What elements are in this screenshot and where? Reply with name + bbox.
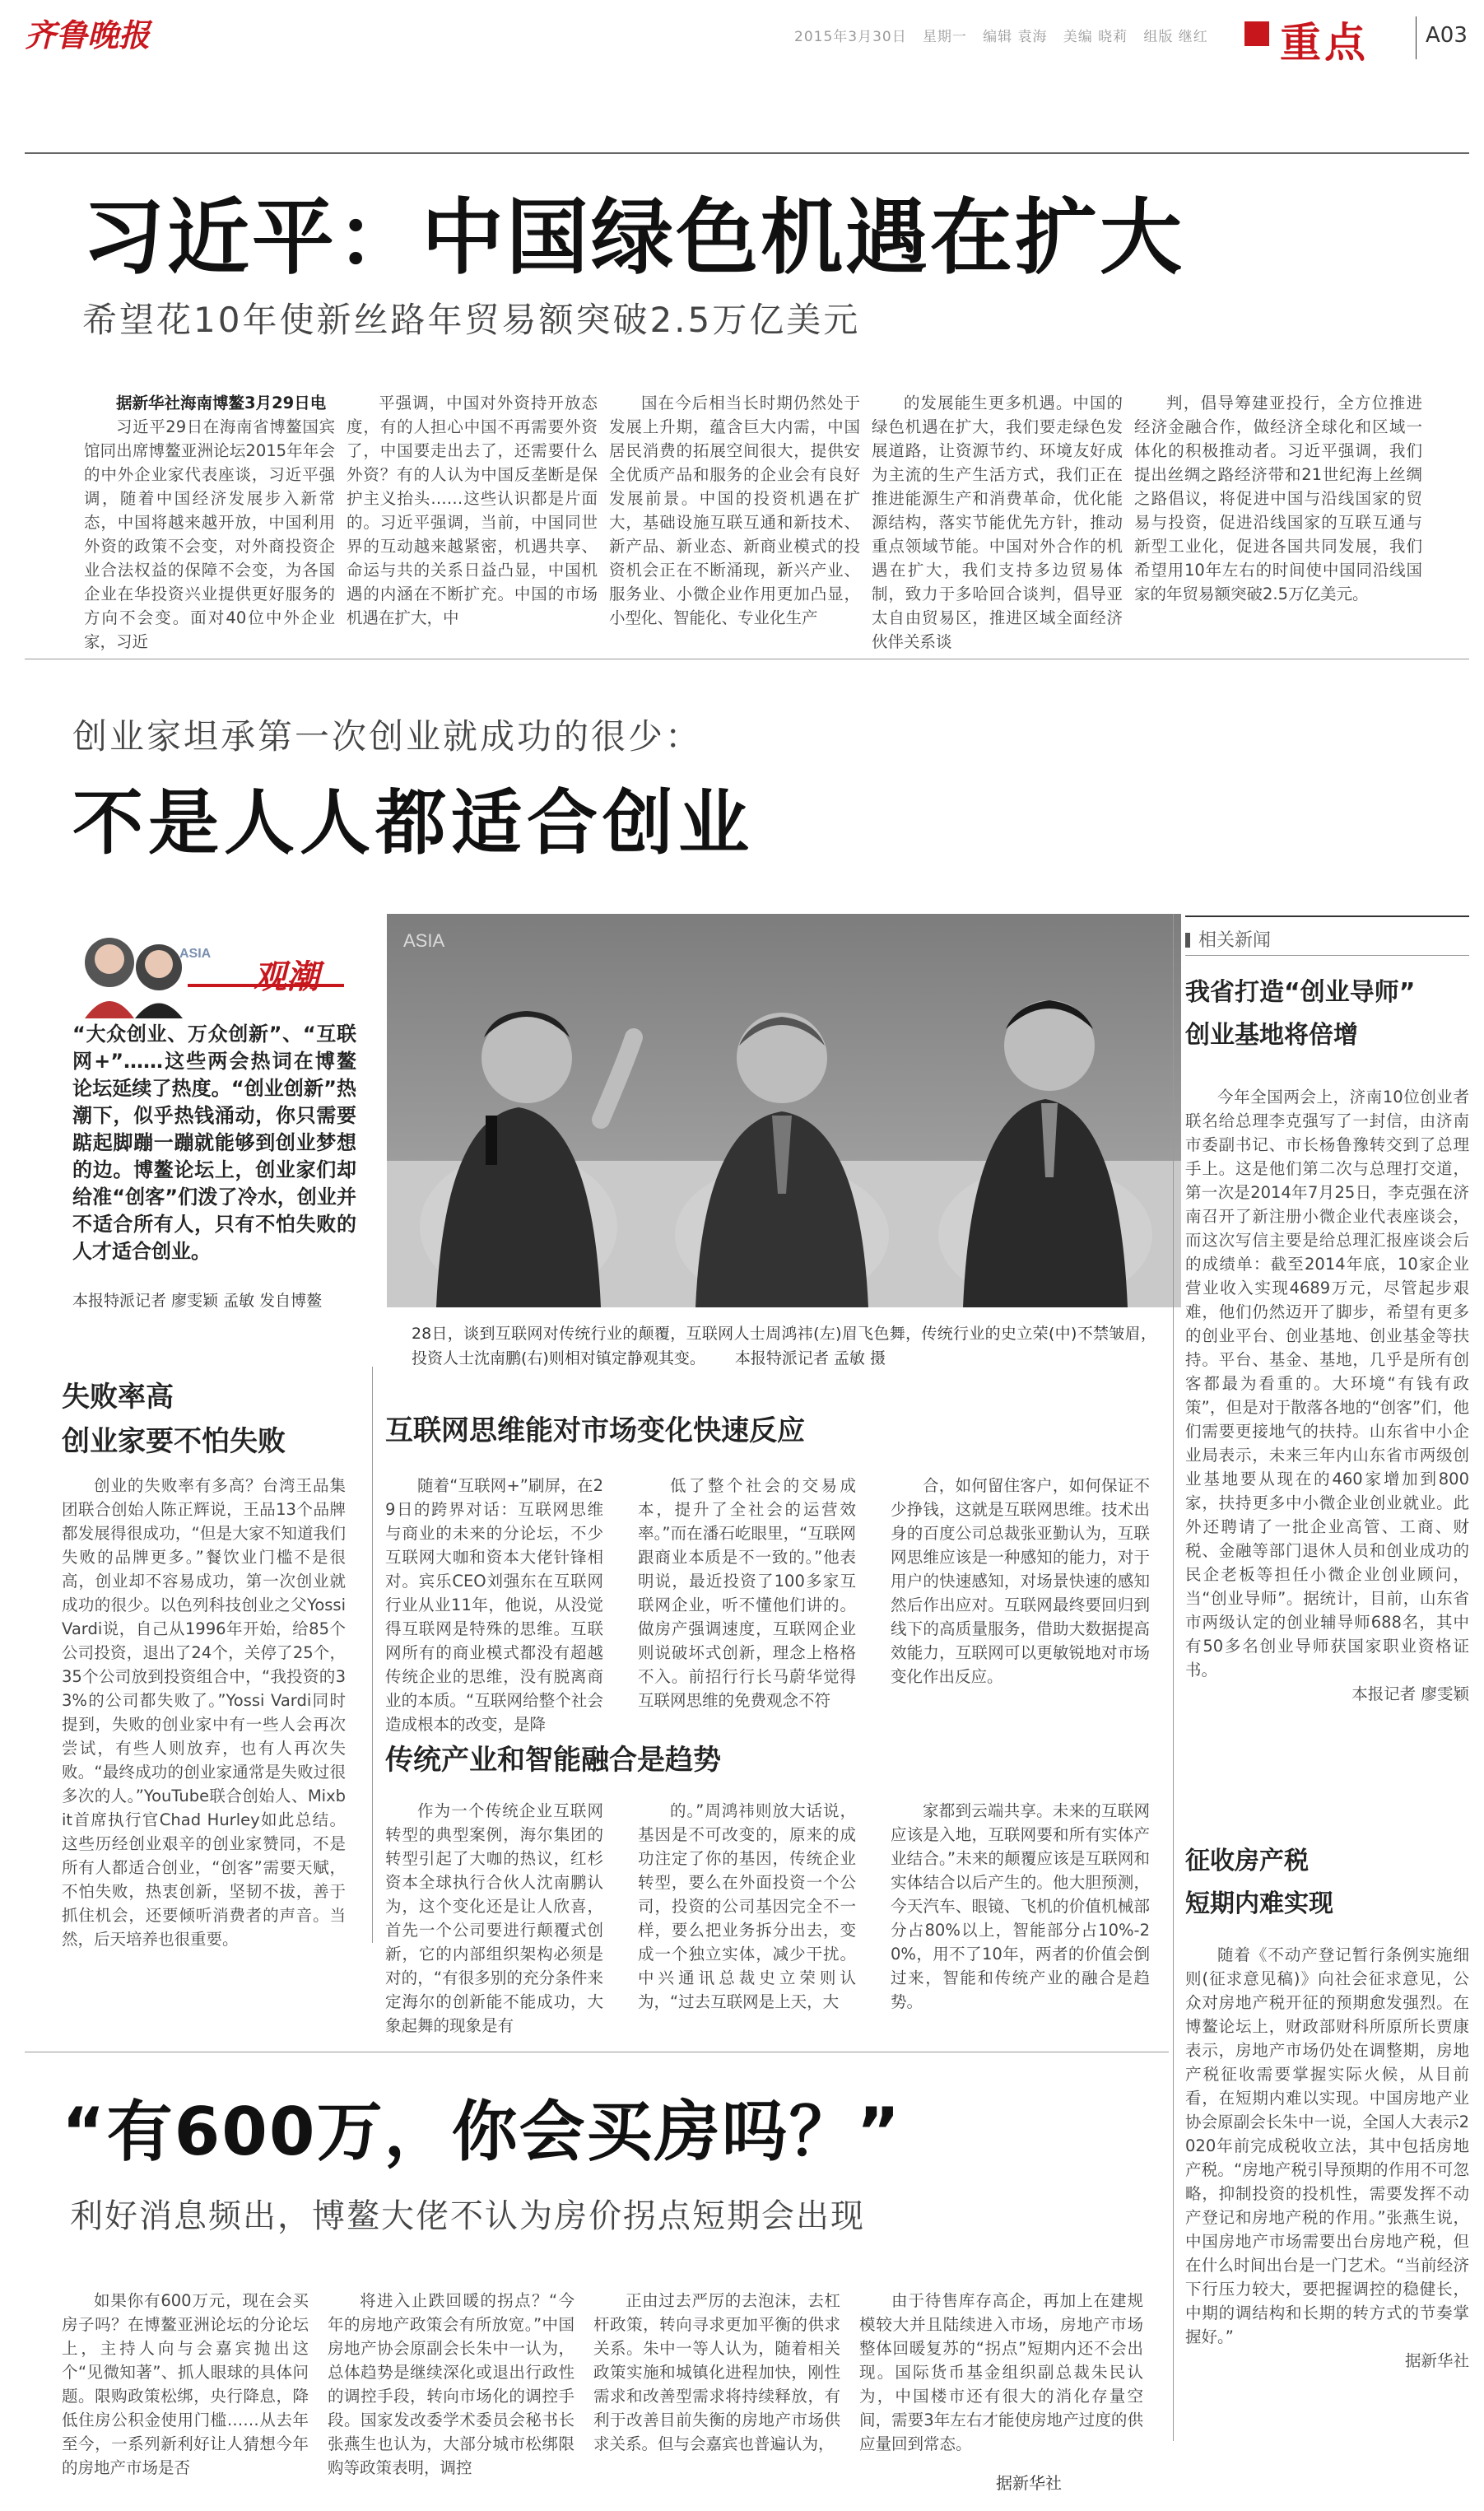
header-meta [794,25,1208,45]
editor-credit: 编辑 袁海 [983,29,1048,45]
issue-weekday: 星期一 [922,29,967,45]
sidebar-label [1185,926,1271,952]
layout-credit: 组版 继红 [1143,29,1208,45]
article1-text: 判，倡导筹建亚投行，全方位推进经济金融合作，做经济全球化和区域一体化的积极推动者。习近平强调，我们提出丝绸之路经济带和21世纪海上丝绸之路倡议，将促进中国与沿线国家的贸易与投资，促进沿线国家的互联互通与新型工业化，促进各国共同发展，我们希望用10年左右的时间使中国同沿线国家的年贸易额突破2.5万亿美元。 [1134,394,1422,603]
section1-heading [62,1375,286,1464]
section3-column-2 [638,1799,856,2038]
sidebar-story2-heading [1185,1840,1333,1926]
article2-kicker: 创业家坦承第一次创业就成功的很少： [72,716,703,757]
article2-byline-text: 本报特派记者 廖雯颖 孟敏 发自博鳌 [72,1292,323,1310]
article2-divider-left [372,1367,373,1943]
article3-headline: “有600万，你会买房吗？” [62,2094,902,2170]
sidebar-story2-heading-line2: 短期内难实现 [1185,1889,1333,1918]
page-number: A03 [1426,23,1468,48]
article3-subtitle: 利好消息频出，博鳌大佬不认为房价拐点短期会出现 [70,2197,865,2235]
article1-text: 平强调，中国对外资持开放态度，有的人担心中国不再需要外资了，中国要走出去了，还需要什么外资？有的人认为中国反垄断是保护主义抬头……这些认识都是片面的。习近平强调，当前，中国同世界的互动越来越紧密，机遇共享、命运与共的关系日益凸显，中国机遇的内涵在不断扩充。中国的市场机遇在扩大，中 [347,394,598,627]
section2-text: 合，如何留住客户，如何保证不少挣钱，这就是互联网思维。技术出身的百度公司总裁张亚勤认为，互联网思维应该是一种感知的能力，对于用户的快速感知，对场景快速的感知然后作出应对。互联网最终要回归到线下的高质量服务，借助大数据提高效能力，互联网可以更敏锐地对市场变化作出反应。 [891,1476,1150,1686]
sidebar-story1-text: 今年全国两会上，济南10位创业者联名给总理李克强写了一封信，由济南市委副书记、市长杨鲁豫转交到了总理手上。这是他们第二次与总理打交道，第一次是2014年7月25日，李克强在济南召开了新注册小微企业代表座谈会，而这次写信主要是给总理汇报座谈会后的成绩单：截至2014年底，10家企业营业收入实现4689万元，尽管起步艰难，他们仍然迈开了脚步，希望有更多的创业平台、创业基地、创业基金等扶持。平台、基金、基地，几乎是所有创客都最为看重的。大环境“有钱有政策”，但是对于散落各地的“创客”们，他们需要更接地气的扶持。山东省中小企业局表示，未来三年内山东省市两级创业基地要从现在的460家增加到800家，扶持更多中小微企业创业就业。此外还聘请了一批企业高管、工商、财税、金融等部门退休人员和创业成功的民企老板等担任小微企业创业顾问，当“创业导师”。据统计，目前，山东省市两级认定的创业辅导师688名，其中有50多名创业导师获国家职业资格证书。 [1185,1088,1469,1679]
section2-column-3 [891,1474,1150,1737]
article2-byline [72,1288,352,1346]
section3-heading: 传统产业和智能融合是趋势 [385,1744,721,1777]
sidebar-story1-body [1185,1085,1469,1908]
section1-text: 创业的失败率有多高？台湾王品集团联合创始人陈正辉说，王品13个品牌都发展得很成功，“但是大家不知道我们失败的品牌更多。”餐饮业门槛不是很高，创业却不容易成功，第一次创业就成功的很少。以色列科技创业之父Yossi Vardi说，自己从1996年开始，给85个公司投资，退出了24个，关停了25个，35个公司放到投资组合中，“我投资的33%的公司都失败了。”Yossi Vardi同时提到，失败的创业家中有一些人会再次尝试，有些人则放弃，也有人再次失败。“最终成功的创业家通常是失败过很多次的人。”YouTube联合创始人、Mixbit首席执行官Chad Hurley如此总结。这些历经创业艰辛的创业家赞同，不是所有人都适合创业，“创客”需要天赋，不怕失败，热衷创新，坚韧不拔，善于抓住机会，还要倾听消费者的声音。当然，后天培养也很重要。 [62,1476,346,1949]
article2-lead-text: “大众创业、万众创新”、“互联网+”……这些两会热词在博鳌论坛延续了热度。“创业创新”热潮下，似乎热钱涌动，你只需要踮起脚蹦一蹦就能够到创业梦想的边。博鳌论坛上，创业家们却给准“创客”们泼了冷水，创业并不适合所有人，只有不怕失败的人才适合创业。 [72,1023,356,1263]
article1-column-5 [1134,391,1422,638]
issue-date: 2015年3月30日 [794,29,907,45]
article1-column-4 [872,391,1123,651]
article1-dateline: 据新华社海南博鳌3月29日电 [116,394,327,412]
sidebar-story1-byline: 本报记者 廖雯颖 [1351,1684,1469,1703]
sidebar-top-rule [1185,915,1469,917]
sidebar-story2-body [1185,1943,1469,2478]
sidebar-story2-heading-line1: 征收房产税 [1185,1847,1309,1875]
article1-text: 习近平29日在海南省博鳌国宾馆同出席博鳌亚洲论坛2015年年会的中外企业家代表座谈，习近平强调，随着中国经济发展步入新常态，中国将越来越开放，中国利用外资的政策不会变，对外商投资企业合法权益的保障不会变，为各国企业在华投资兴业提供更好服务的方向不会变。面对40位中外企业家，习近 [84,417,335,651]
article2-photo [387,914,1181,1307]
article3-byline: 据新华社 [996,2473,1062,2493]
header-rule [25,152,1469,154]
article3-column-1 [62,2289,309,2495]
section3-column-3 [891,1799,1150,2038]
article3-text: 如果你有600万元，现在会买房子吗？在博鳌亚洲论坛的分论坛上，主持人向与会嘉宾抛出这个“见微知著”、抓人眼球的具体问题。限购政策松绑，央行降息，降低住房公积金使用门槛……从去年至今，一系列新利好让人猜想今年的房地产市场是否 [62,2291,309,2477]
designer-credit: 美编 晓莉 [1063,29,1128,45]
section2-column-1 [385,1474,603,1737]
masthead-logo: 齐鲁晚报 [25,16,151,54]
section1-body [62,1474,346,1972]
article3-column-4 [859,2289,1143,2470]
article3-text: 将进入止跌回暖的拐点？“今年的房地产政策会有所放宽。”中国房地产协会原副会长朱中一认为，总体趋势是继续深化或退出行政性的调控手段，转向市场化的调控手段。国家发改委学术委员会秘书长张燕生也认为，大部分城市松绑限购等政策表明，调控 [328,2291,575,2477]
section1-heading-line1: 失败率高 [62,1381,174,1414]
svg-text:ASIA: ASIA [179,947,212,961]
column-logo [72,926,344,1018]
article1-text: 的发展能生更多机遇。中国的绿色机遇在扩大，我们要走绿色发展道路，让资源节约、环境友好成为主流的生产生活方式，我们正在推进能源生产和消费革命，优化能源结构，落实节能优先方针，推动重点领域节能。中国对外合作的机遇在扩大，我们支持多边贸易体制，致力于多哈回合谈判，倡导亚太自由贸易区，推进区域全面经济伙伴关系谈 [872,394,1123,651]
article1-subtitle: 希望花10年使新丝路年贸易额突破2.5万亿美元 [82,300,861,340]
sidebar-story1-heading-line2: 创业基地将倍增 [1185,1021,1358,1050]
article2-photo-caption [412,1321,1156,1376]
article1-column-1 [84,391,335,651]
article3-text: 正由过去严厉的去泡沫，去杠杆政策，转向寻求更加平衡的供求关系。朱中一等人认为，随着相关政策实施和城镇化进程加快，刚性需求和改善型需求将持续释放，有利于改善目前失衡的房地产市场供求关系。但与会嘉宾也普遍认为， [593,2291,840,2453]
sidebar-story1-heading [1185,971,1415,1057]
article3-column-3 [593,2289,840,2495]
sidebar-story2-byline: 据新华社 [1404,2351,1469,2370]
article3-column-2 [328,2289,575,2495]
section1-heading-line2: 创业家要不怕失败 [62,1425,286,1458]
article2-lead [72,1021,356,1272]
section3-text: 的。”周鸿祎则放大话说，基因是不可改变的，原来的成功注定了你的基因，传统企业转型，要么在外面投资一个公司，投资的公司基因完全不一样，要么把业务拆分出去，变成一个独立实体，减少干扰。中兴通讯总裁史立荣则认为，“过去互联网是上天，大 [638,1801,856,2011]
header-divider [1416,16,1417,59]
article1-column-3 [609,391,860,638]
article1-text: 国在今后相当长时期仍然处于发展上升期，蕴含巨大内需，中国居民消费的拓展空间很大，提供安全优质产品和服务的企业会有良好发展前景。中国的投资机遇在扩大，基础设施互联互通和新技术、新产品、新业态、新商业模式的投资机会正在不断涌现，新兴产业、服务业、小微企业作用更加凸显，小型化、智能化、专业化生产 [609,394,860,627]
section2-text: 低了整个社会的交易成本，提升了全社会的运营效率。”而在潘石屹眼里，“互联网跟商业本质是不一致的。”他表明说，最近投资了100多家互联网企业，听不懂他们讲的。做房产强调速度，互联网企业则说破坏式创新，理念上格格不入。前招行行长马蔚华觉得互联网思维的免费观念不符 [638,1476,856,1710]
section2-column-2 [638,1474,856,1737]
caption-credit: 本报特派记者 孟敏 摄 [734,1349,886,1367]
article1-headline: 习近平：中国绿色机遇在扩大 [82,189,1184,286]
section2-text: 随着“互联网+”刷屏，在29日的跨界对话：互联网思维与商业的未来的分论坛，不少互联网大咖和资本大佬针锋相对。宾乐CEO刘强东在互联网行业从业11年，他说，从没觉得互联网是特殊的思维。互联网所有的商业模式都没有超越传统企业的思维，没有脱离商业的本质。“互联网给整个社会造成根本的改变，是降 [385,1476,603,1734]
section-marker-square [1244,21,1269,46]
section-title: 重点 [1280,19,1369,67]
column-logo-text: 观潮 [254,957,319,996]
section3-column-1 [385,1799,603,2038]
section3-text: 家都到云端共享。未来的互联网应该是入地，互联网要和所有实体产业结合。”未来的颠覆应该是互联网和实体结合以后产生的。他大胆预测，今天汽车、眼镜、飞机的价值机械部分占80%以上，智能部分占10%-20%，用不了10年，两者的价值会倒过来，智能和传统产业的融合是趋势。 [891,1801,1150,2011]
article3-text: 由于待售库存高企，再加上在建规模较大并且陆续进入市场，房地产市场整体回暖复苏的“拐点”短期内还不会出现。国际货币基金组织副总裁朱民认为，中国楼市还有很大的消化存量空间，需要3年左右才能使房地产过度的供应量回到常态。 [859,2291,1143,2453]
sidebar-story2-text: 随着《不动产登记暂行条例实施细则(征求意见稿)》向社会征求意见，公众对房地产税开征的预期愈发强烈。在博鳌论坛上，财政部财科所原所长贾康表示，房地产市场仍处在调整期，房地产税征收需要掌握实际火候，从目前看，在短期内难以实现。中国房地产业协会原副会长朱中一说，全国人大表示2020年前完成税收立法，其中包括房地产税。“房地产税引导预期的作用不可忽略，抑制投资的投机性，需要发挥不动产登记和房地产税的作用。”张燕生说，中国房地产市场需要出台房地产税，但在什么时间出台是一门艺术。“当前经济下行压力较大，要把握调控的稳健长，中期的调结构和长期的转方式的节奏掌握好。” [1185,1945,1469,2346]
article1-column-2 [347,391,598,638]
sidebar-label-text: 相关新闻 [1198,930,1272,951]
section3-text: 作为一个传统企业互联网转型的典型案例，海尔集团的转型引起了大咖的热议，红杉资本全球执行合伙人沈南鹏认为，这个变化还是让人欣喜，首先一个公司要进行颠覆式创新，它的内部组织架构必须是对的，“有很多别的充分条件来定海尔的创新能不能成功，大象起舞的现象是有 [385,1801,603,2035]
section2-heading: 互联网思维能对市场变化快速反应 [385,1414,805,1447]
svg-text:ASIA: ASIA [403,930,445,951]
sidebar-story1-heading-line1: 我省打造“创业导师” [1185,978,1416,1007]
sidebar-divider [1173,914,1174,2441]
sidebar-label-rule [1185,955,1469,956]
caption-text: 28日，谈到互联网对传统行业的颠覆，互联网人士周鸿祎(左)眉飞色舞，传统行业的史立荣(中)不禁皱眉，投资人士沈南鹏(右)则相对镇定静观其变。 [412,1325,1156,1367]
article2-headline: 不是人人都适合创业 [72,782,754,864]
sidebar-label-marker [1185,933,1190,948]
panel-photo-graphic [387,914,1181,1307]
